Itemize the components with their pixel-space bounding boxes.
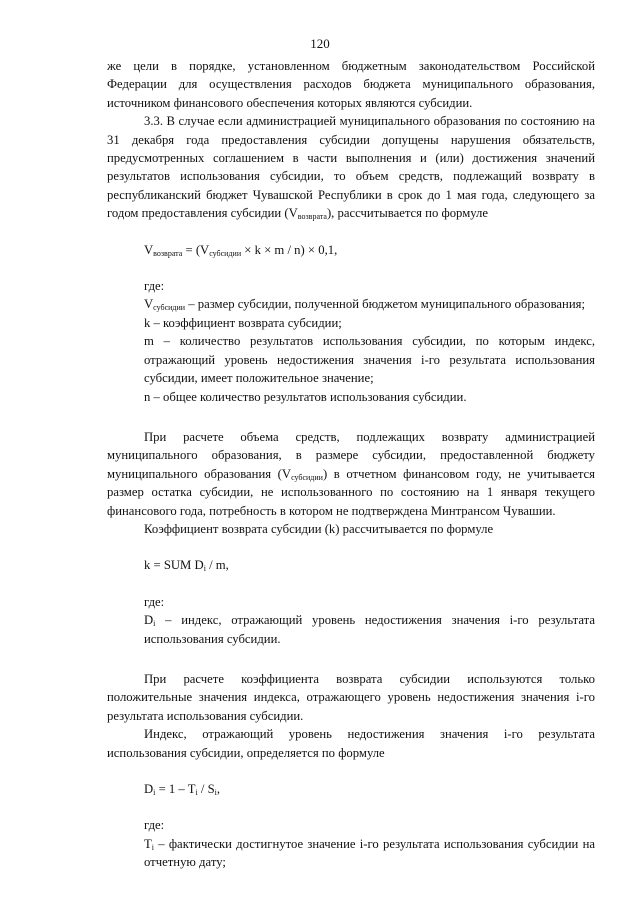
paragraph-continuation: же цели в порядке, установленном бюджетным законодательством Российской Федерации для осуществления расходов бюджета муниципального образования, источником финансового обеспечения которых являются субсидии. (107, 59, 595, 110)
formula-k: k = SUM $D_i$ / m, (144, 558, 229, 574)
definition-m: m – количество результатов использования субсидии, по которым индекс, отражающий уровень недостижения значения i-го результата использования субсидии, имеет положительное значение; (144, 334, 595, 386)
definition-ti: $T_i$ – фактически достигнутое значение i-го результата использования субсидии на отчетную дату; (144, 836, 595, 870)
paragraph-residual: При расчете объема средств, подлежащих возврату администрацией муниципального образования, в размере субсидии, предоставленной бюджету муниципального образования $(V_{субсидии})$ в отчетном финансовом году, не учитывается размер остатка субсидии, не использованного по состоянию на 1 января текущего финансового года, потребность в котором не подтверждена Минтрансом Чувашии. (107, 429, 595, 518)
paragraph-3-3: 3.3. В случае если администрацией муниципального образования по состоянию на 31 декабря года предоставления субсидии допущены нарушения обязательств, предусмотренных соглашением в части выполнения и (или) достижения значений результатов использования субсидии, то объем средств, подлежащий возврату в республиканский бюджет Чувашской Республики в срок до 1 мая года, следующего за годом предоставления субсидии $(V_{возврата})$, рассчитывается по формуле (107, 114, 595, 222)
definition-k: k – коэффициент возврата субсидии; (144, 315, 342, 330)
formula-v-return: $V_{возврата} = (V_{субсидии} \times k \times m / n) \times 0,1$, (144, 242, 338, 258)
paragraph-index: Индекс, отражающий уровень недостижения значения i-го результата использования субсидии, определяется по формуле (107, 727, 595, 760)
definition-n: n – общее количество результатов использования субсидии. (144, 389, 467, 404)
definition-di: $D_i$ – индекс, отражающий уровень недостижения значения i-го результата использования субсидии. (144, 613, 595, 646)
where-label: где: (144, 279, 165, 294)
definition-v-subsidy: $V_{субсидии}$ – размер субсидии, полученной бюджетом муниципального образования; (144, 297, 585, 313)
formula-di: $D_i = 1 - T_i / S_i$, (144, 782, 221, 797)
where-label: где: (144, 594, 165, 609)
document-body (107, 57, 595, 872)
paragraph-positive-values: При расчете коэффициента возврата субсидии используются только положительные значения индекса, отражающего уровень недостижения значения i-го результата использования субсидии. (107, 671, 595, 723)
where-label: где: (144, 818, 165, 833)
paragraph-coefficient: Коэффициент возврата субсидии (k) рассчитывается по формуле (144, 521, 494, 536)
page-number: 120 (310, 36, 330, 51)
